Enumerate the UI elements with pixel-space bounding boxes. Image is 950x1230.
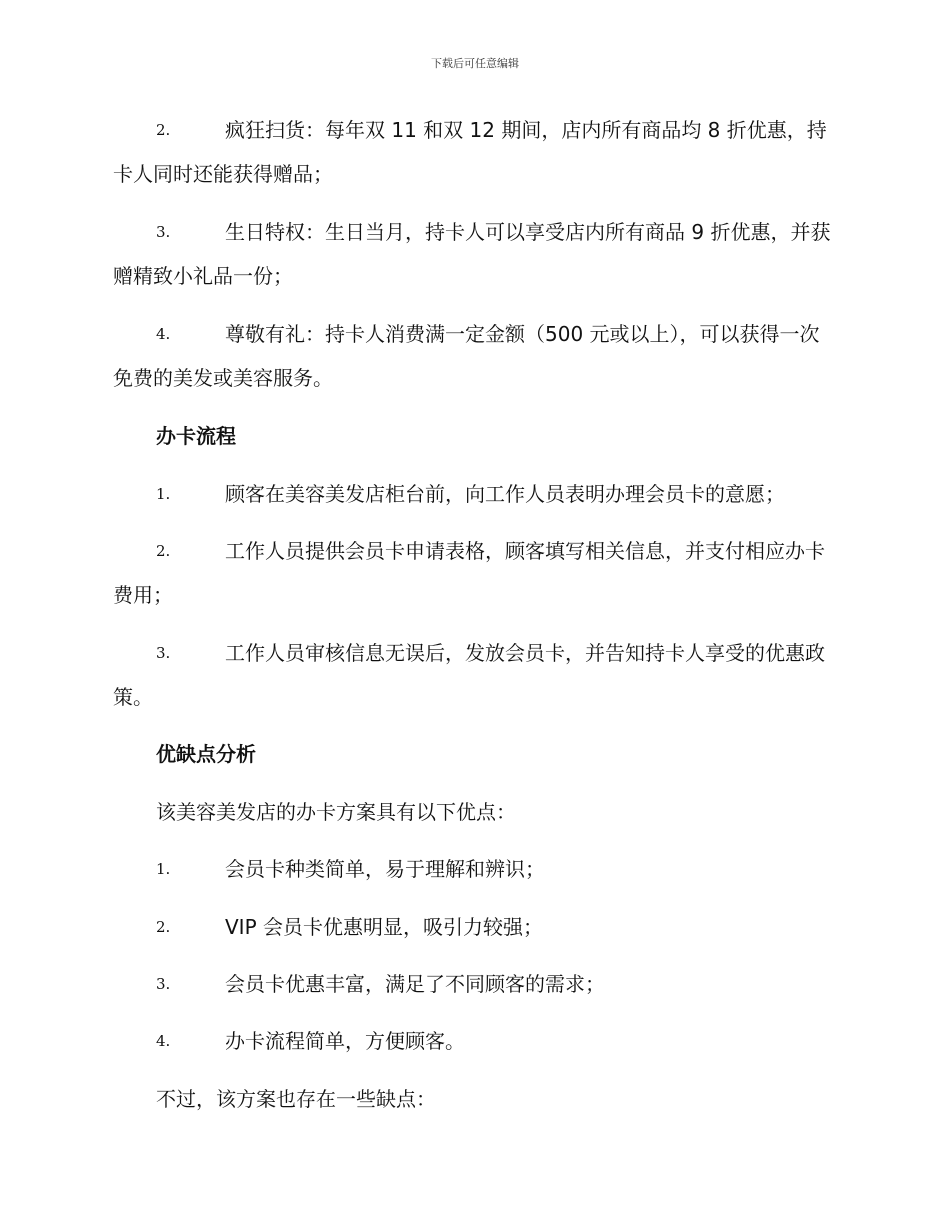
list-item-advantage-4 bbox=[113, 1019, 838, 1063]
list-item-advantage-1 bbox=[113, 847, 838, 891]
advantages-intro: 该美容美发店的办卡方案具有以下优点： bbox=[156, 800, 516, 824]
list-item-text: 会员卡种类简单，易于理解和辨识； bbox=[225, 857, 545, 881]
list-item-text: 工作人员提供会员卡申请表格，顾客填写相关信息，并支付相应办卡费用； bbox=[113, 539, 825, 607]
list-number: 2. bbox=[156, 918, 171, 936]
section-heading-process: 办卡流程 bbox=[156, 424, 236, 448]
list-item-process-3 bbox=[113, 631, 838, 719]
list-number: 1. bbox=[156, 485, 171, 503]
page-header-note: 下载后可任意编辑 bbox=[431, 57, 519, 70]
list-number: 3. bbox=[156, 644, 171, 662]
list-item-text: 生日特权：生日当月，持卡人可以享受店内所有商品 9 折优惠，并获赠精致小礼品一份； bbox=[113, 220, 831, 288]
list-number: 3. bbox=[156, 223, 171, 241]
list-item-benefit-3 bbox=[113, 210, 838, 298]
list-item-text: 工作人员审核信息无误后，发放会员卡，并告知持卡人享受的优惠政策。 bbox=[113, 641, 825, 709]
list-item-text: 顾客在美容美发店柜台前，向工作人员表明办理会员卡的意愿； bbox=[225, 482, 785, 506]
list-item-process-1 bbox=[113, 472, 838, 516]
list-item-text: 尊敬有礼：持卡人消费满一定金额（500 元或以上），可以获得一次免费的美发或美容服务。 bbox=[113, 322, 820, 390]
list-item-text: VIP 会员卡优惠明显，吸引力较强； bbox=[225, 915, 543, 939]
list-number: 4. bbox=[156, 325, 171, 343]
list-item-process-2 bbox=[113, 529, 838, 617]
list-item-text: 会员卡优惠丰富，满足了不同顾客的需求； bbox=[225, 972, 605, 996]
list-number: 4. bbox=[156, 1032, 171, 1050]
list-number: 1. bbox=[156, 860, 171, 878]
list-item-benefit-2 bbox=[113, 108, 838, 196]
disadvantages-intro: 不过，该方案也存在一些缺点： bbox=[156, 1087, 436, 1111]
list-item-text: 办卡流程简单，方便顾客。 bbox=[225, 1029, 465, 1053]
list-number: 2. bbox=[156, 542, 171, 560]
list-item-benefit-4 bbox=[113, 312, 838, 400]
list-item-advantage-2 bbox=[113, 905, 838, 949]
list-number: 3. bbox=[156, 975, 171, 993]
list-item-advantage-3 bbox=[113, 962, 838, 1006]
list-number: 2. bbox=[156, 121, 171, 139]
list-item-text: 疯狂扫货：每年双 11 和双 12 期间，店内所有商品均 8 折优惠，持卡人同时还能获得赠品； bbox=[113, 118, 827, 186]
section-heading-analysis: 优缺点分析 bbox=[156, 742, 256, 766]
